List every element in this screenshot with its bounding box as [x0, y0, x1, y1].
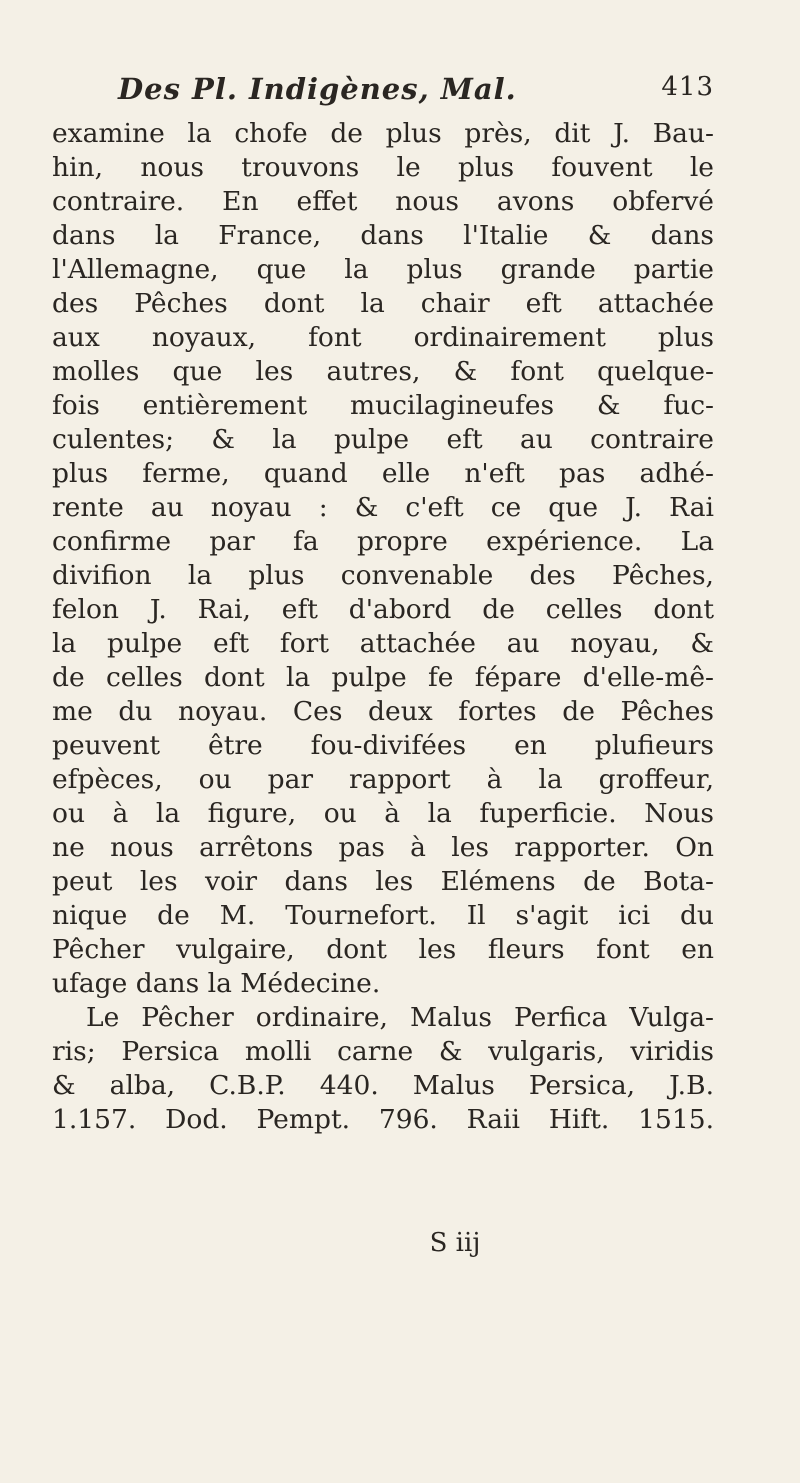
- text-line: rente au noyau : & c'eft ce que J. Rai: [52, 492, 714, 523]
- text-line: l'Allemagne, que la plus grande partie: [52, 254, 714, 285]
- text-line: de celles dont la pulpe fe fépare d'elle-mê-: [52, 662, 714, 693]
- text-line: fois entièrement mucilagineufes & fuc-: [52, 390, 714, 421]
- text-line: 1.157. Dod. Pempt. 796. Raii Hift. 1515.: [52, 1104, 714, 1135]
- text-line: contraire. En effet nous avons obfervé: [52, 186, 714, 217]
- page-header: [118, 72, 714, 114]
- text-line: ris; Persica molli carne & vulgaris, viridis: [52, 1036, 714, 1067]
- text-line: felon J. Rai, eft d'abord de celles dont: [52, 594, 714, 625]
- text-line: aux noyaux, font ordinairement plus: [52, 322, 714, 353]
- text-line: ne nous arrêtons pas à les rapporter. On: [52, 832, 714, 863]
- signature-mark: S iij: [429, 1228, 481, 1258]
- text-line: des Pêches dont la chair eft attachée: [52, 288, 714, 319]
- text-line: Pêcher vulgaire, dont les fleurs font en: [52, 934, 714, 965]
- text-line: dans la France, dans l'Italie & dans: [52, 220, 714, 251]
- text-line: divifion la plus convenable des Pêches,: [52, 560, 714, 591]
- text-line: la pulpe eft fort attachée au noyau, &: [52, 628, 714, 659]
- running-title: Des Pl. Indigènes, Mal.: [118, 72, 517, 106]
- text-line: peut les voir dans les Elémens de Bota-: [52, 866, 714, 897]
- text-line: peuvent être fou-divifées en plufieurs: [52, 730, 714, 761]
- page-number: 413: [661, 72, 714, 102]
- text-line: molles que les autres, & font quelque-: [52, 356, 714, 387]
- text-line: nique de M. Tournefort. Il s'agit ici du: [52, 900, 714, 931]
- text-line: & alba, C.B.P. 440. Malus Persica, J.B.: [52, 1070, 714, 1101]
- text-line: Le Pêcher ordinaire, Malus Perfica Vulga-: [86, 1002, 714, 1033]
- text-line: confirme par fa propre expérience. La: [52, 526, 714, 557]
- body-text: [52, 117, 714, 1137]
- text-line: efpèces, ou par rapport à la groffeur,: [52, 764, 714, 795]
- text-line: hin, nous trouvons le plus fouvent le: [52, 152, 714, 183]
- text-line: me du noyau. Ces deux fortes de Pêches: [52, 696, 714, 727]
- text-line: culentes; & la pulpe eft au contraire: [52, 424, 714, 455]
- text-line: examine la chofe de plus près, dit J. Bau-: [52, 118, 714, 149]
- text-line: ou à la figure, ou à la fuperficie. Nous: [52, 798, 714, 829]
- text-line: plus ferme, quand elle n'eft pas adhé-: [52, 458, 714, 489]
- text-line: ufage dans la Médecine.: [52, 968, 381, 999]
